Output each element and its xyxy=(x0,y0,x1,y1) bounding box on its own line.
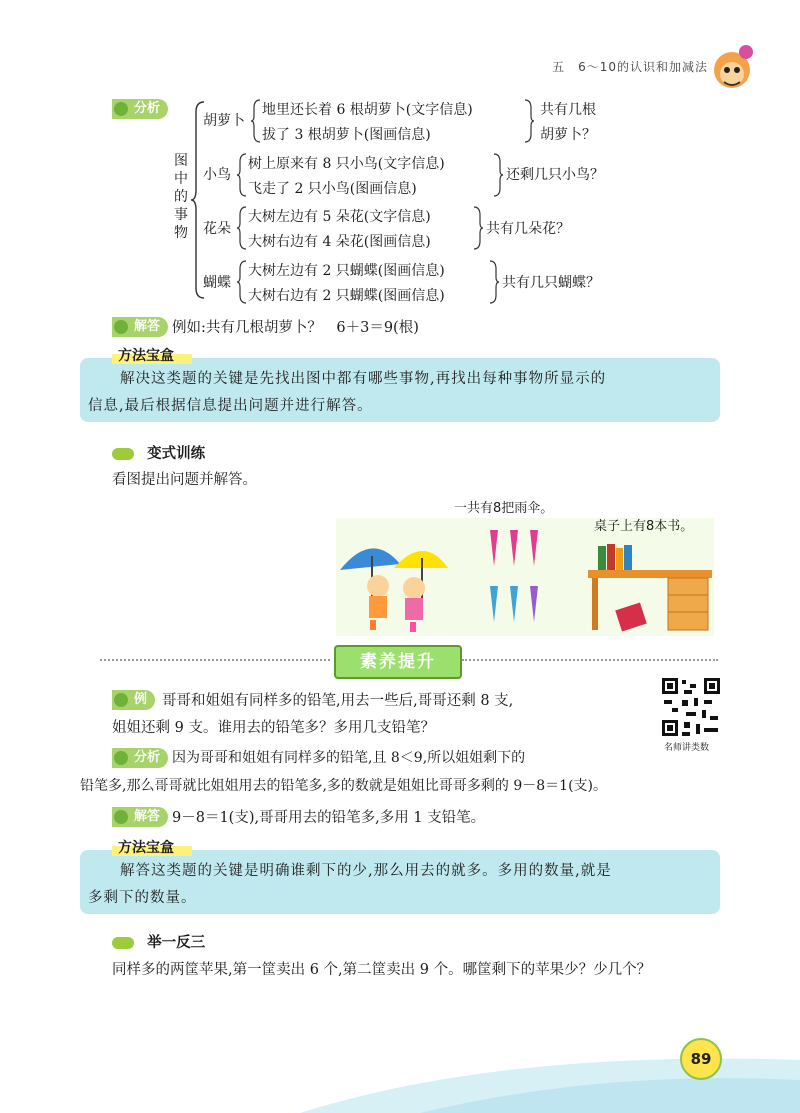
question-line: 胡萝卜？ xyxy=(540,127,596,143)
answer-text: 例如:共有几根胡萝卜？ 6＋3＝9(根) xyxy=(172,320,419,336)
answer-tag: 解答 xyxy=(112,805,168,827)
tree-root: 图 中 的 事 物 xyxy=(174,153,188,241)
info-line: 大树左边有 2 只蝴蝶(图画信息) xyxy=(248,263,445,279)
divider-right xyxy=(462,659,718,661)
brace-right xyxy=(492,152,504,198)
umbrellas-illustration xyxy=(484,526,550,632)
info-line: 树上原来有 8 只小鸟(文字信息) xyxy=(248,156,445,172)
group-name-bird: 小鸟 xyxy=(203,167,231,183)
analysis-tag: 分析 xyxy=(112,97,168,119)
example-tag: 例 xyxy=(112,688,155,710)
practice-section-title: 举一反三 xyxy=(112,931,205,952)
group-name-carrot: 胡萝卜 xyxy=(203,113,245,129)
brace-left xyxy=(250,98,262,144)
group-name-flower: 花朵 xyxy=(203,221,231,237)
method-line-2: 信息,最后根据信息提出问题并进行解答。 xyxy=(88,398,373,414)
question-line: 共有几朵花？ xyxy=(486,221,570,237)
desk-books-illustration xyxy=(588,540,714,634)
question-line: 共有几根 xyxy=(540,102,596,118)
page-number: 89 xyxy=(680,1038,722,1080)
answer-tag: 解答 xyxy=(112,315,168,337)
mascot-icon xyxy=(704,40,760,100)
children-umbrella-illustration xyxy=(336,534,454,634)
analysis-line-2: 铅笔多,那么哥哥就比姐姐用去的铅笔多,多的数就是姐姐比哥哥多剩的 9－8＝1(支)。 xyxy=(80,778,607,794)
method-line-1: 解答这类题的关键是明确谁剩下的少,那么用去的就多。多用的数量,就是 xyxy=(120,863,612,879)
qr-caption: 名师讲类数 xyxy=(664,743,710,753)
chapter-header: 五 6～10的认识和加减法 xyxy=(552,60,708,74)
analysis-line-1: 因为哥哥和姐姐有同样多的铅笔,且 8＜9,所以姐姐剩下的 xyxy=(172,750,526,766)
example-line-2: 姐姐还剩 9 支。谁用去的铅笔多？多用几支铅笔？ xyxy=(112,720,435,736)
brace-left xyxy=(236,259,248,305)
example-line-1: 哥哥和姐姐有同样多的铅笔,用去一些后,哥哥还剩 8 支, xyxy=(162,693,514,709)
books-caption: 桌子上有8本书。 xyxy=(594,519,694,534)
pill-icon xyxy=(112,448,134,460)
brace-left xyxy=(236,152,248,198)
variant-section-title: 变式训练 xyxy=(112,442,205,463)
brace-right xyxy=(523,98,535,144)
method-line-2: 多剩下的数量。 xyxy=(88,890,197,906)
umbrella-caption: 一共有8把雨伞。 xyxy=(454,501,554,516)
info-line: 大树左边有 5 朵花(文字信息) xyxy=(248,209,431,225)
info-line: 飞走了 2 只小鸟(图画信息) xyxy=(248,181,417,197)
qr-code-icon[interactable] xyxy=(660,676,722,738)
variant-instruction: 看图提出问题并解答。 xyxy=(112,472,257,488)
footer-wave xyxy=(0,1040,800,1113)
section-banner: 素养提升 xyxy=(334,645,462,679)
brace-right xyxy=(472,205,484,251)
answer-text: 9－8＝1(支),哥哥用去的铅笔多,多用 1 支铅笔。 xyxy=(172,810,486,826)
brace-right xyxy=(488,259,500,305)
info-line: 大树右边有 4 朵花(图画信息) xyxy=(248,234,431,250)
method-line-1: 解决这类题的关键是先找出图中都有哪些事物,再找出每种事物所显示的 xyxy=(120,371,607,387)
divider-left xyxy=(100,659,330,661)
tree-root-brace xyxy=(190,100,206,300)
info-line: 地里还长着 6 根胡萝卜(文字信息) xyxy=(262,102,473,118)
brace-left xyxy=(236,205,248,251)
method-title: 方法宝盒 xyxy=(118,348,174,364)
info-line: 拔了 3 根胡萝卜(图画信息) xyxy=(262,127,431,143)
practice-text: 同样多的两筐苹果,第一筐卖出 6 个,第二筐卖出 9 个。哪筐剩下的苹果少？少几个？ xyxy=(112,962,652,978)
info-line: 大树右边有 2 只蝴蝶(图画信息) xyxy=(248,288,445,304)
analysis-tag: 分析 xyxy=(112,746,168,768)
group-name-butterfly: 蝴蝶 xyxy=(203,275,231,291)
method-title: 方法宝盒 xyxy=(118,840,174,856)
pill-icon xyxy=(112,937,134,949)
question-line: 还剩几只小鸟？ xyxy=(506,167,604,183)
question-line: 共有几只蝴蝶？ xyxy=(502,275,600,291)
